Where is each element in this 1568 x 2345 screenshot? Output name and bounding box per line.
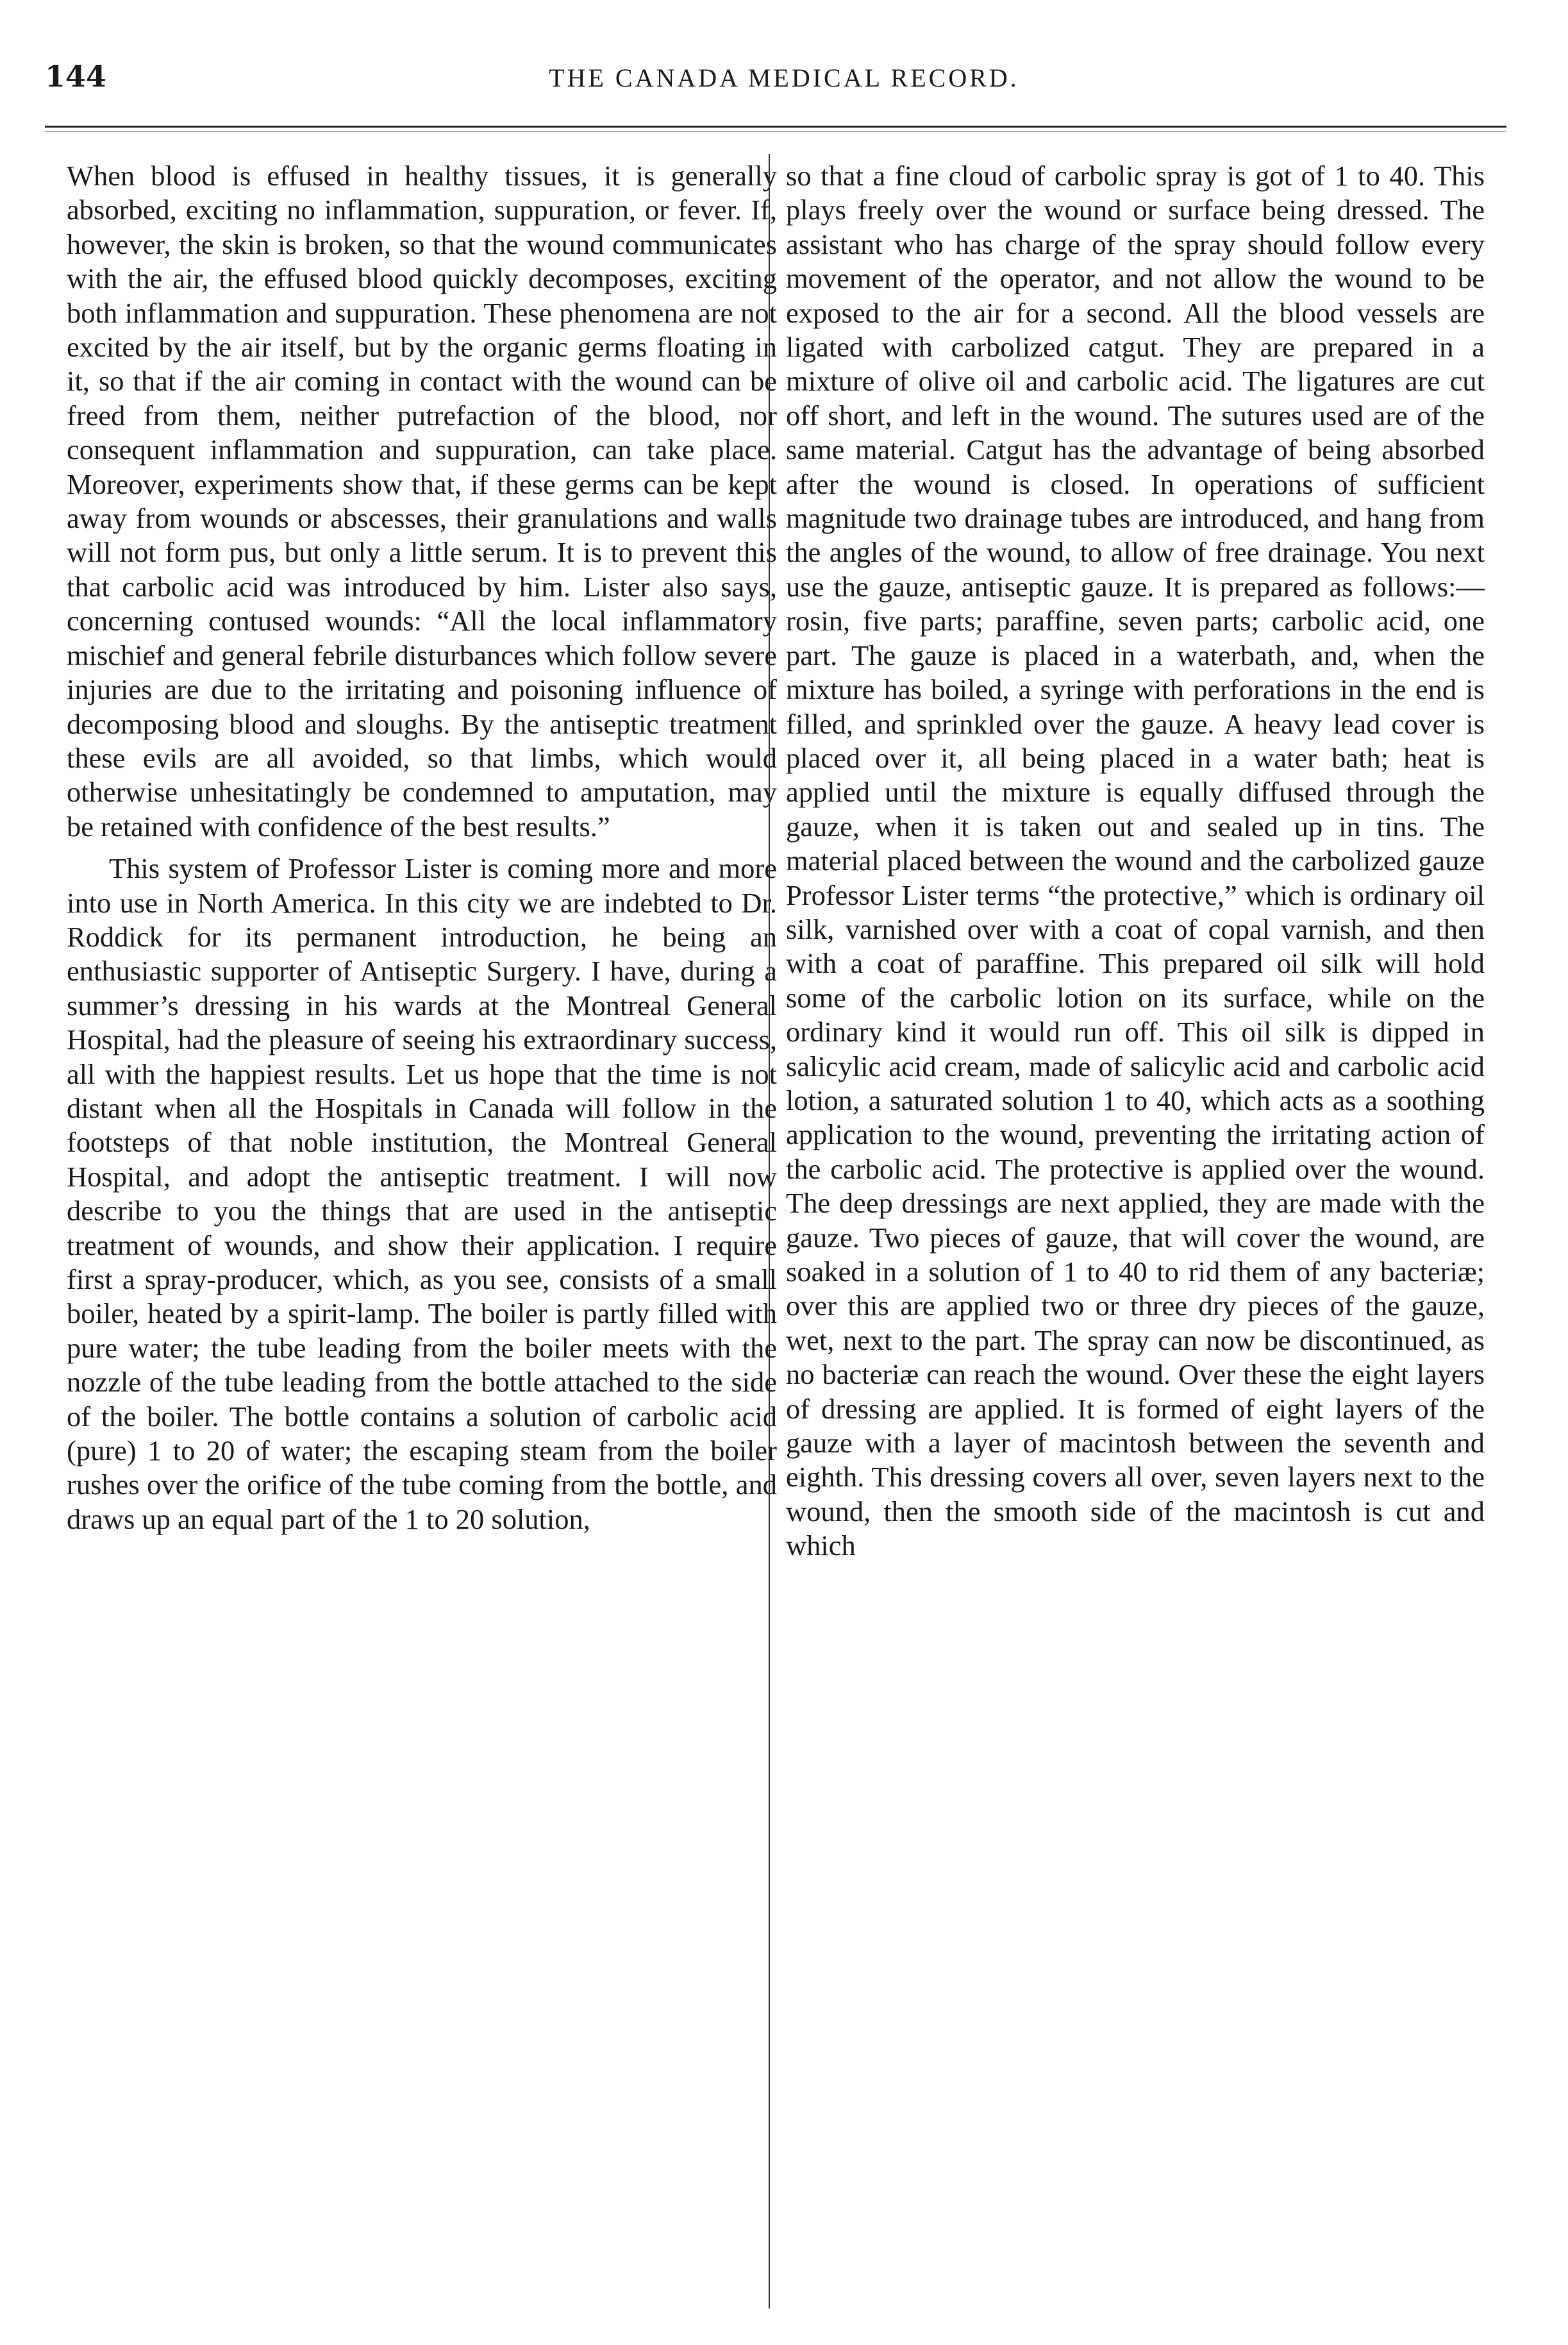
left-paragraph-1: When blood is effused in healthy tissues, it is generally absorbed, exciting no inflammation, suppuration, or fever. If, however, the skin is broken, so that the wound communicates with the air, the effused blood quickly decomposes, exciting both inflammation and suppuration. These phenomena are not excited by the air itself, but by the organic germs floating in it, so that if the air coming in contact with the wound can be freed from them, neither putrefaction of the blood, nor consequent inflammation and suppuration, can take place. Moreover, experiments show that, if these germs can be kept away from wounds or abscesses, their granulations and walls will not form pus, but only a little serum. It is to prevent this that carbolic acid was introduced by him. Lister also says, concerning contused wounds: “All the local inflammatory mischief and general febrile disturbances which follow severe injuries are due to the irritating and poisoning influence of decomposing blood and sloughs. By the antiseptic treatment these evils are all avoided, so that limbs, which would otherwise unhesitatingly be condemned to amputation, may be retained with confidence of the best results.” <box>67 160 777 843</box>
header-rule <box>45 126 1506 128</box>
left-paragraph-2: This system of Professor Lister is coming more and more into use in North America. In this city we are indebted to Dr. Roddick for its permanent introduction, he being an enthusiastic supporter of Antiseptic Surgery. I have, during a summer’s dressing in his wards at the Montreal General Hospital, had the pleasure of seeing his extraordinary success, all with the happiest results. Let us hope that the time is not distant when all the Hospitals in Canada will follow in the footsteps of that noble institution, the Montreal General Hospital, and adopt the antiseptic treatment. I will now describe to you the things that are used in the antiseptic treatment of wounds, and show their application. I require first a spray-producer, which, as you see, consists of a small boiler, heated by a spirit-lamp. The boiler is partly filled with pure water; the tube leading from the boiler meets with the nozzle of the tube leading from the bottle attached to the side of the boiler. The bottle contains a solution of carbolic acid (pure) 1 to 20 of water; the escaping steam from the boiler rushes over the orifice of the tube coming from the bottle, and draws up an equal part of the 1 to 20 solution, <box>67 852 777 1535</box>
running-head <box>45 59 1523 104</box>
right-paragraph-1: so that a fine cloud of carbolic spray is got of 1 to 40. This plays freely over the wound or surface being dressed. The assistant who has charge of the spray should follow every movement of the operator, and not allow the wound to be exposed to the air for a second. All the blood vessels are ligated with carbolized catgut. They are prepared in a mixture of olive oil and carbolic acid. The ligatures are cut off short, and left in the wound. The sutures used are of the same material. Catgut has the advantage of being absorbed after the wound is closed. In operations of sufficient magnitude two drainage tubes are introduced, and hang from the angles of the wound, to allow of free drainage. You next use the gauze, antiseptic gauze. It is prepared as follows:—rosin, five parts; paraffine, seven parts; carbolic acid, one part. The gauze is placed in a waterbath, and, when the mixture has boiled, a syringe with perforations in the end is filled, and sprinkled over the gauze. A heavy lead cover is placed over it, all being placed in a water bath; heat is applied until the mixture is equally diffused through the gauze, when it is taken out and sealed up in tins. The material placed between the wound and the carbolized gauze Professor Lister terms “the protective,” which is ordinary oil silk, varnished over with a coat of copal varnish, and then with a coat of paraffine. This prepared oil silk will hold some of the carbolic lotion on its surface, while on the ordinary kind it would run off. This oil silk is dipped in salicylic acid cream, made of salicylic acid and carbolic acid lotion, a saturated solution 1 to 40, which acts as a soothing application to the wound, preventing the irritating action of the carbolic acid. The protective is applied over the wound. The deep dressings are next applied, they are made with the gauze. Two pieces of gauze, that will cover the wound, are soaked in a solution of 1 to 40 to rid them of any bacteriæ; over this are applied two or three dry pieces of the gauze, wet, next to the part. The spray can now be discontinued, as no bacteriæ can reach the wound. Over these the eight layers of dressing are applied. It is formed of eight layers of the gauze with a layer of macintosh between the seventh and eighth. This dressing covers all over, seven layers next to the wound, then the smooth side of the macintosh is cut and which <box>786 160 1485 1562</box>
column-divider <box>769 154 770 2308</box>
left-column <box>67 159 777 1536</box>
page-number: 144 <box>45 59 107 94</box>
right-column <box>786 159 1485 1563</box>
journal-title: THE CANADA MEDICAL RECORD. <box>549 63 1019 92</box>
